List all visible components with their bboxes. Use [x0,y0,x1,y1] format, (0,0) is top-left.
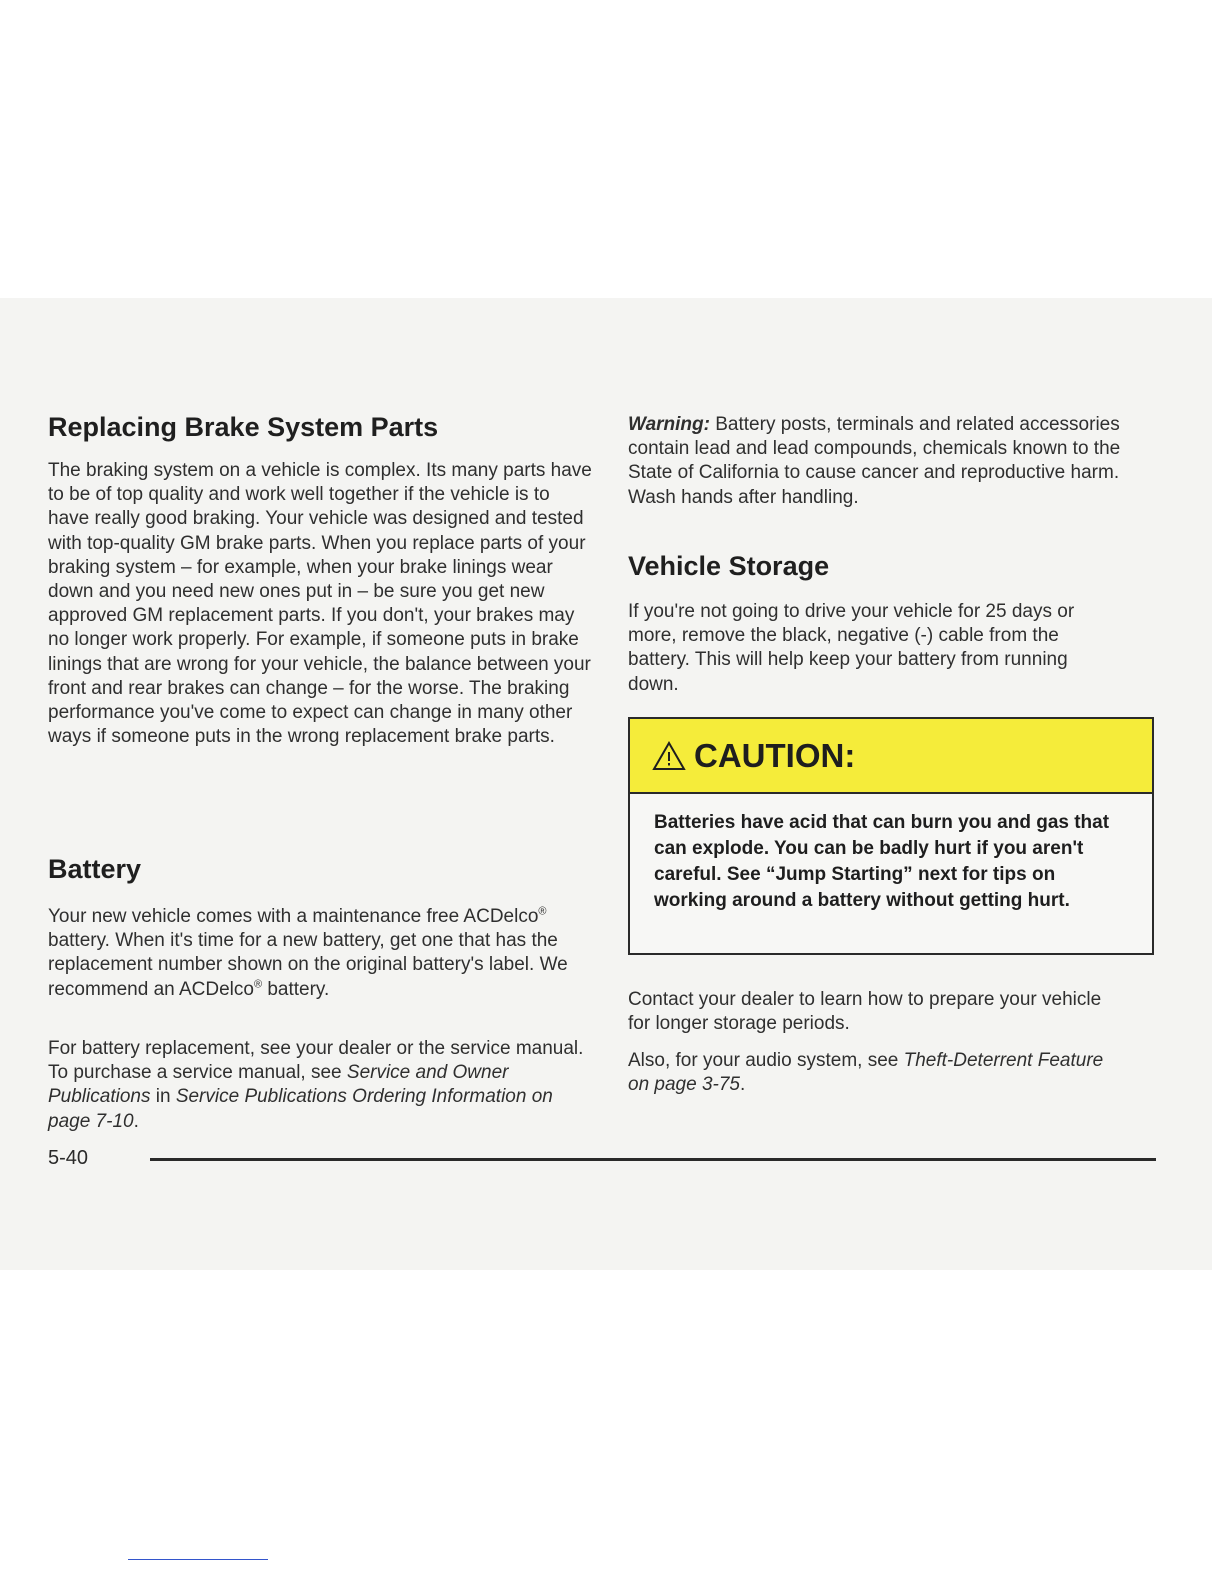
battery-text-part: For battery replacement, see your dealer or the service manual. To purchase a service manual, see [48,1038,584,1084]
battery-paragraph-1 [48,905,583,1002]
audio-text-part: . [740,1074,746,1096]
vehicle-storage-paragraph: If you're not going to drive your vehicle for 25 days or more, remove the black, negative (-) cable from the battery. This will help keep your battery from running down. [628,601,1075,695]
warning-triangle-icon [652,741,686,771]
theft-deterrent-reference[interactable]: Theft-Deterrent Feature on page 3-75 [628,1050,1104,1096]
caution-body: Batteries have acid that can burn you and gas that can explode. You can be badly hurt if you aren't careful. See “Jump Starting” next for tips on working around a battery without getting hurt. [654,812,1110,911]
brake-parts-paragraph: The braking system on a vehicle is complex. Its many parts have to be of top quality and work well together if the vehicle is to have really good braking. Your vehicle was designed and tested with top-quality GM brake parts. When you replace parts of your braking system – for example, when your brake linings wear down and you need new ones put in – be sure you get new approved GM replacement parts. If you don't, your brakes may no longer work properly. For example, if someone puts in brake linings that are wrong for your vehicle, the balance between your front and rear brakes can change – for the worse. The braking performance you've come to expect can change in many other ways if someone puts in the wrong replacement brake parts. [48,460,592,748]
registered-mark: ® [538,905,547,918]
warning-label: Warning: [628,414,710,435]
warning-paragraph [628,413,1128,510]
brake-parts-heading: Replacing Brake System Parts [48,412,439,442]
caution-header [630,719,1152,794]
battery-text-part: Your new vehicle comes with a maintenance free ACDelco [48,906,539,927]
contact-dealer-paragraph: Contact your dealer to learn how to prepare your vehicle for longer storage periods. [628,989,1102,1035]
audio-text-part: Also, for your audio system, see [628,1050,904,1071]
battery-text-part: battery. When it's time for a new battery, get one that has the replacement number shown on the original battery's label. We recommend an ACDelco [48,930,568,1000]
caution-box [628,717,1154,955]
footer-rule [150,1158,1156,1161]
battery-text-part: battery. [262,978,330,1000]
service-publications-reference[interactable]: Service and Owner Publications [48,1062,509,1108]
battery-heading: Battery [48,854,142,884]
battery-paragraph-2 [48,1037,593,1134]
vehicle-storage-heading: Vehicle Storage [628,551,830,581]
audio-system-paragraph [628,1049,1128,1097]
battery-text-part: . [133,1110,139,1132]
page-number: 5-40 [48,1147,89,1169]
caution-title: CAUTION: [694,736,856,774]
ordering-information-reference[interactable]: Service Publications Ordering Information on page 7-10 [48,1086,553,1132]
registered-mark: ® [253,978,263,991]
bottom-link-underline [128,1559,268,1560]
battery-text-part: in [150,1086,176,1108]
warning-text: Battery posts, terminals and related accessories contain lead and lead compounds, chemicals known to the State of California to cause cancer and reproductive harm. Wash hands after handling. [628,414,1121,508]
manual-page [0,298,1212,1270]
